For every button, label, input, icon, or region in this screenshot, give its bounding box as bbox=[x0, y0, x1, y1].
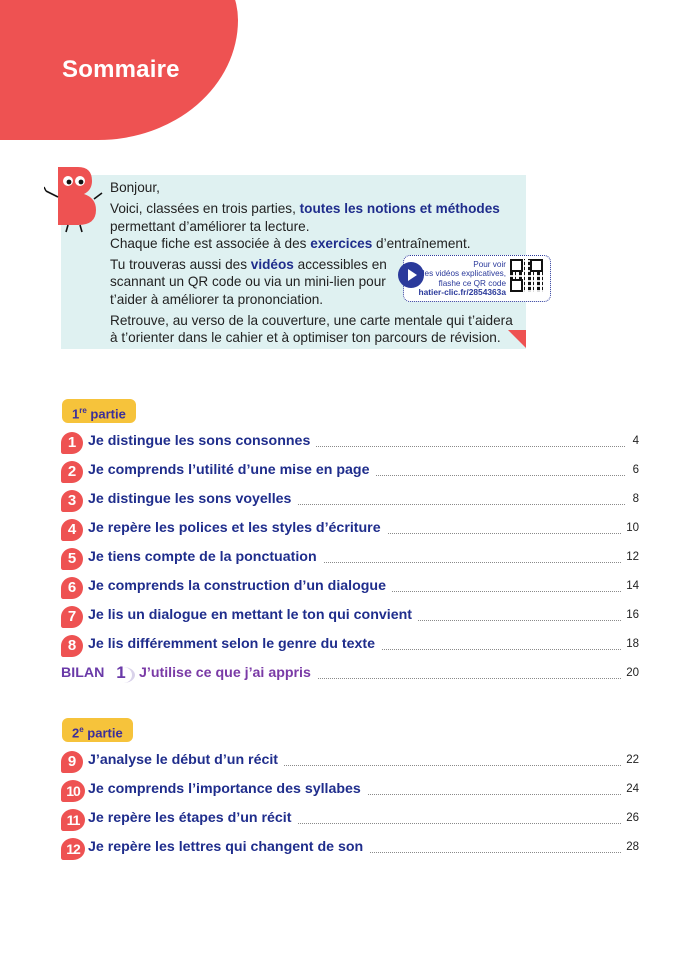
chapter-number-badge: 5 bbox=[61, 548, 83, 570]
chapter-number-badge: 2 bbox=[61, 461, 83, 483]
chapter-number-badge: 1 bbox=[61, 432, 83, 454]
part-2-label bbox=[62, 718, 133, 742]
chapter-title-link[interactable]: Je repère les lettres qui changent de son bbox=[88, 839, 369, 855]
intro-text-span: scannant un QR code ou via un mini-lien pour bbox=[110, 274, 386, 290]
qr-caption-line: flashe ce QR code bbox=[438, 278, 506, 288]
page-number: 4 bbox=[629, 435, 639, 447]
part-suffix: e bbox=[79, 725, 84, 734]
toc-row[interactable] bbox=[61, 548, 639, 570]
page-title: Sommaire bbox=[62, 56, 180, 83]
page-number: 10 bbox=[622, 522, 639, 534]
chapter-number-badge: 4 bbox=[61, 519, 83, 541]
page-number: 18 bbox=[622, 638, 639, 650]
toc-row[interactable] bbox=[61, 432, 639, 454]
chapter-number-badge: 11 bbox=[61, 809, 85, 831]
toc-row[interactable] bbox=[61, 577, 639, 599]
toc-row[interactable] bbox=[61, 519, 639, 541]
toc-row[interactable] bbox=[61, 461, 639, 483]
toc-row[interactable] bbox=[61, 809, 639, 831]
toc-row[interactable] bbox=[61, 838, 639, 860]
intro-text-span: Chaque fiche est associée à des bbox=[110, 235, 311, 251]
chapter-title-link[interactable]: Je distingue les sons voyelles bbox=[88, 491, 297, 507]
qr-caption-line: les vidéos explicatives, bbox=[422, 269, 506, 279]
intro-paragraph-1 bbox=[110, 200, 522, 235]
page-number: 8 bbox=[629, 493, 639, 505]
toc-row[interactable] bbox=[61, 635, 639, 657]
chapter-title-link[interactable]: Je lis différemment selon le genre du texte bbox=[88, 636, 381, 652]
part-word: partie bbox=[83, 725, 123, 741]
chapter-title-link[interactable]: Je distingue les sons consonnes bbox=[88, 433, 316, 449]
toc-row[interactable] bbox=[61, 490, 639, 512]
intro-highlight: toutes les notions et méthodes bbox=[299, 201, 500, 217]
intro-highlight: exercices bbox=[310, 235, 373, 251]
intro-text-span: permettant d’améliorer ta lecture. bbox=[110, 218, 310, 234]
part-number: 2 bbox=[72, 725, 80, 741]
chapter-number-badge: 9 bbox=[61, 751, 83, 773]
chapter-title-link[interactable]: J’analyse le début d’un récit bbox=[88, 752, 284, 768]
page-number: 14 bbox=[622, 580, 639, 592]
qr-caption bbox=[420, 260, 506, 288]
page-number: 16 bbox=[622, 609, 639, 621]
part-1-label bbox=[62, 399, 136, 423]
page-number: 20 bbox=[622, 667, 639, 679]
chapter-number-badge: 10 bbox=[61, 780, 85, 802]
chapter-number-badge: 8 bbox=[61, 635, 83, 657]
chapter-title-link[interactable]: Je comprends la construction d’un dialogue bbox=[88, 578, 392, 594]
toc-row[interactable] bbox=[61, 751, 639, 773]
page-number: 24 bbox=[622, 783, 639, 795]
page-number: 12 bbox=[622, 551, 639, 563]
intro-highlight: vidéos bbox=[250, 257, 294, 273]
chapter-title-link[interactable]: Je repère les polices et les styles d’écriture bbox=[88, 520, 387, 536]
intro-text-span: Retrouve, au verso de la couverture, une carte mentale qui t’aidera bbox=[110, 313, 513, 329]
part-number: 1 bbox=[72, 406, 80, 422]
part-word: partie bbox=[86, 406, 126, 422]
toc-row[interactable] bbox=[61, 606, 639, 628]
bilan-label: BILAN bbox=[61, 665, 105, 681]
chapter-number-badge: 6 bbox=[61, 577, 83, 599]
intro-text-span: accessibles en bbox=[293, 257, 387, 273]
intro-text-span: Voici, classées en trois parties, bbox=[110, 201, 300, 217]
part-suffix: re bbox=[79, 406, 87, 415]
chapter-title-link[interactable]: Je lis un dialogue en mettant le ton qui convient bbox=[88, 607, 418, 623]
intro-text-span: t’aider à améliorer ta prononciation. bbox=[110, 291, 324, 307]
intro-text-span: Tu trouveras aussi des bbox=[110, 257, 251, 273]
bilan-number: 1 bbox=[111, 663, 131, 685]
chapter-title-link[interactable]: Je tiens compte de la ponctuation bbox=[88, 549, 323, 565]
qr-caption-line: Pour voir bbox=[473, 260, 506, 269]
intro-paragraph-2 bbox=[110, 235, 522, 252]
page-number: 6 bbox=[629, 464, 639, 476]
intro-text-span: à t’orienter dans le cahier et à optimiser ton parcours de révision. bbox=[110, 330, 501, 346]
chapter-number-badge: 3 bbox=[61, 490, 83, 512]
toc-row[interactable] bbox=[61, 780, 639, 802]
page-number: 28 bbox=[622, 841, 639, 853]
qr-code-icon[interactable] bbox=[510, 259, 543, 292]
chapter-title-link[interactable]: Je comprends l’importance des syllabes bbox=[88, 781, 367, 797]
chapter-title-link[interactable]: Je repère les étapes d’un récit bbox=[88, 810, 297, 826]
qr-url-link[interactable]: hatier-clic.fr/2854363a bbox=[418, 287, 506, 297]
bilan-title-link[interactable]: J’utilise ce que j’ai appris bbox=[139, 665, 317, 681]
chapter-number-badge: 12 bbox=[61, 838, 85, 860]
bilan-row[interactable] bbox=[61, 664, 639, 686]
intro-greeting: Bonjour, bbox=[110, 180, 160, 195]
intro-paragraph-4 bbox=[110, 312, 522, 347]
page-number: 26 bbox=[622, 812, 639, 824]
chapter-title-link[interactable]: Je comprends l’utilité d’une mise en page bbox=[88, 462, 375, 478]
page-number: 22 bbox=[622, 754, 639, 766]
chapter-number-badge: 7 bbox=[61, 606, 83, 628]
corner-fold-icon bbox=[508, 330, 526, 348]
intro-text-span: d’entraînement. bbox=[372, 235, 471, 251]
letter-b-mascot-icon bbox=[44, 163, 104, 233]
